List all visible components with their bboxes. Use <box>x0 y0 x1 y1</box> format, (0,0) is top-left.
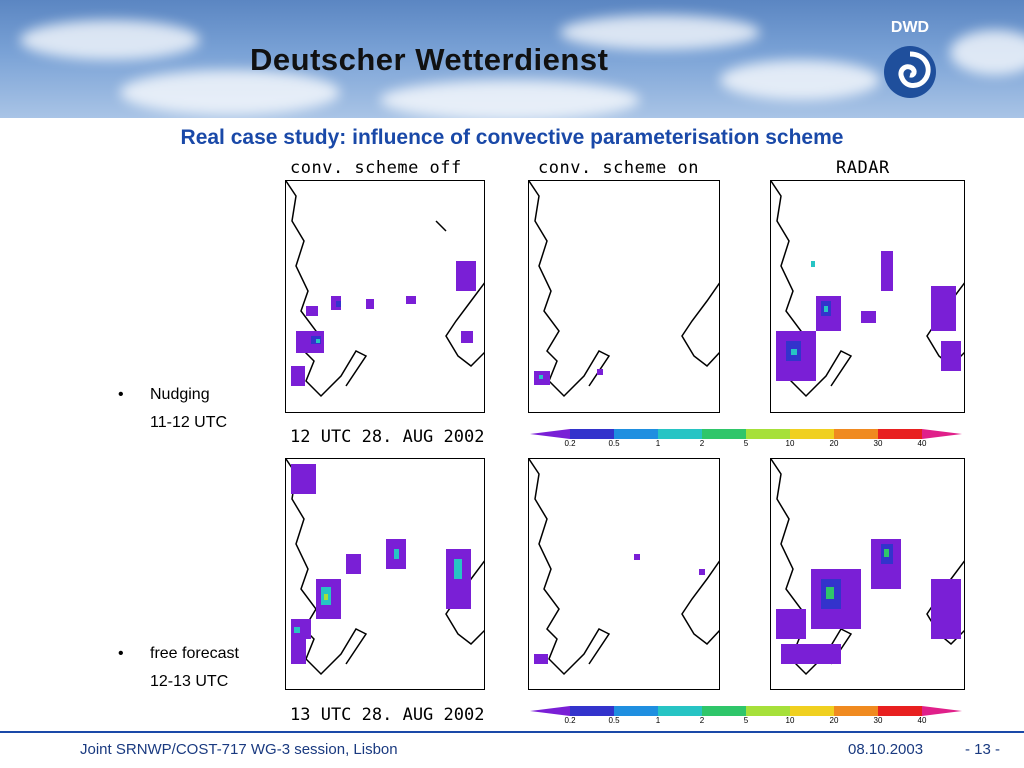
map-row2-radar <box>770 458 965 690</box>
colorbar-tick-label: 30 <box>873 716 883 724</box>
colorbar-left-arrow <box>530 706 570 716</box>
colorbar-tick-label: 0.5 <box>608 439 620 447</box>
colorbar-segment <box>658 429 702 439</box>
bullet-nudging <box>118 386 228 432</box>
map-row2-conv-on <box>528 458 720 690</box>
colorbar-tick-label: 0.2 <box>564 716 576 724</box>
colorbar-segment <box>746 706 790 716</box>
colorbar-segment <box>570 429 614 439</box>
colorbar-tick-label: 40 <box>917 439 927 447</box>
colorbar-segment <box>878 706 922 716</box>
colorbar-tick-label: 40 <box>917 716 927 724</box>
colorbar-segment <box>746 429 790 439</box>
colorbar-tick-label: 0.5 <box>608 716 620 724</box>
timestamp-row1: 12 UTC 28. AUG 2002 <box>290 427 485 447</box>
colorbar-tick-label: 20 <box>829 716 839 724</box>
bullet-label: Nudging <box>150 386 210 403</box>
colorbar-segment <box>658 706 702 716</box>
map-row1-radar <box>770 180 965 413</box>
bullet-sub: 11-12 UTC <box>150 414 228 431</box>
footer-date: 08.10.2003 <box>848 741 924 758</box>
footer-page-number: - 13 - <box>965 741 1001 758</box>
colorbar-segment <box>790 706 834 716</box>
colorbar-tick-label: 2 <box>699 439 705 447</box>
logo-text: DWD <box>890 19 930 36</box>
dwd-logo <box>870 12 950 108</box>
map-row2-conv-off <box>285 458 485 690</box>
footer-divider <box>0 731 1024 733</box>
bullet-sub: 12-13 UTC <box>150 673 229 690</box>
colorbar-tick-label: 0.2 <box>564 439 576 447</box>
map-row1-conv-off <box>285 180 485 413</box>
bullet-free-forecast <box>118 645 239 691</box>
colorbar-row2 <box>530 702 962 724</box>
colorbar-segment <box>878 429 922 439</box>
colorbar-tick-label: 1 <box>655 716 661 724</box>
map-row1-conv-on <box>528 180 720 413</box>
colorbar-segment <box>834 706 878 716</box>
colorbar-segment <box>614 706 658 716</box>
label-conv-scheme-on: conv. scheme on <box>538 158 700 178</box>
label-radar: RADAR <box>836 158 890 178</box>
timestamp-row2: 13 UTC 28. AUG 2002 <box>290 705 485 725</box>
bullet-dot-icon: • <box>118 645 124 662</box>
colorbar-right-arrow <box>922 706 962 716</box>
colorbar-segment <box>702 706 746 716</box>
header-banner <box>0 0 1024 118</box>
colorbar-tick-label: 10 <box>785 439 795 447</box>
colorbar-tick-label: 1 <box>655 439 661 447</box>
footer-event: Joint SRNWP/COST-717 WG-3 session, Lisbon <box>80 741 398 758</box>
colorbar-right-arrow <box>922 429 962 439</box>
colorbar-tick-label: 5 <box>743 439 749 447</box>
colorbar-left-arrow <box>530 429 570 439</box>
colorbar-segment <box>614 429 658 439</box>
organization-title: Deutscher Wetterdienst <box>250 42 609 77</box>
colorbar-tick-label: 30 <box>873 439 883 447</box>
colorbar-segment <box>702 429 746 439</box>
bullet-dot-icon: • <box>118 386 124 403</box>
slide-title: Real case study: influence of convective parameterisation scheme <box>180 126 844 149</box>
colorbar-row1 <box>530 425 962 447</box>
colorbar-tick-label: 2 <box>699 716 705 724</box>
colorbar-segment <box>834 429 878 439</box>
bullet-label: free forecast <box>150 645 239 662</box>
colorbar-tick-label: 10 <box>785 716 795 724</box>
colorbar-segment <box>570 706 614 716</box>
colorbar-tick-label: 5 <box>743 716 749 724</box>
colorbar-tick-label: 20 <box>829 439 839 447</box>
label-conv-scheme-off: conv. scheme off <box>290 158 462 178</box>
colorbar-segment <box>790 429 834 439</box>
